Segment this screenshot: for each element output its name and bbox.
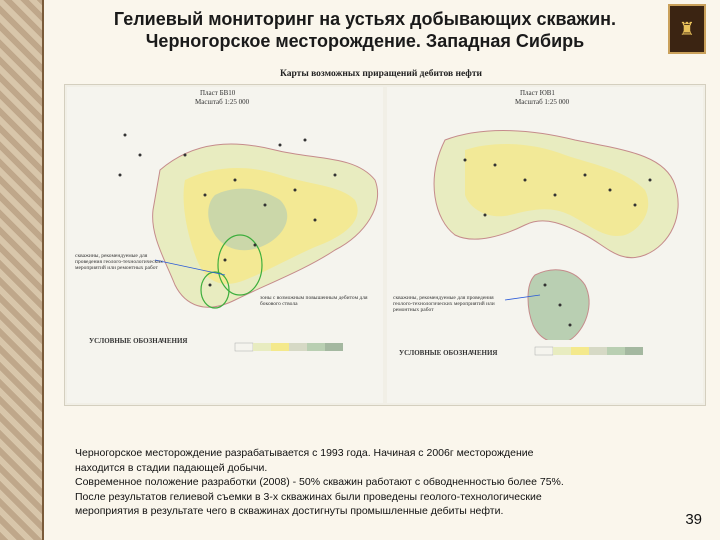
right-map-title: Пласт ЮВ1 [520, 89, 555, 97]
description-line-4: После результатов гелиевой съемки в 3-х скважинах были проведены геолого-технологические [75, 490, 542, 503]
left-map-scale: Масштаб 1:25 000 [195, 98, 250, 106]
description-line-2: находится в стадии падающей добычи. [75, 461, 268, 474]
title-line-1: Гелиевый мониторинг на устьях добывающих скважин. [113, 9, 617, 29]
maps-svg [65, 85, 705, 405]
slide-title [60, 8, 670, 52]
right-legend-title: УСЛОВНЫЕ ОБОЗНАЧЕНИЯ [399, 349, 498, 357]
description-line-3: Современное положение разработки (2008) - 50% скважин работают с обводненностью более 75%. [75, 476, 564, 488]
page-number: 39 [685, 511, 702, 528]
logo-mark: ♜ [678, 19, 696, 39]
right-legend-scale [535, 347, 643, 355]
description-line-1: Черногорское месторождение разрабатывается с 1993 года. Начиная с 2006г месторождение [75, 447, 534, 459]
description [75, 446, 695, 519]
left-legend-title: УСЛОВНЫЕ ОБОЗНАЧЕНИЯ [89, 337, 188, 345]
left-map-title: Пласт БВ10 [200, 89, 236, 97]
maps-subtitle: Карты возможных приращений дебитов нефти [279, 69, 482, 79]
maps-figure [64, 84, 706, 406]
decorative-border [0, 0, 44, 540]
title-line-2: Черногорское месторождение. Западная Сибирь [145, 31, 585, 51]
left-callout-text: скважины, рекомендуемые для проведения геолого-технологических мероприятий или ремонтных работ [75, 253, 163, 271]
right-map-scale: Масштаб 1:25 000 [515, 98, 570, 106]
left-legend-scale [235, 343, 343, 351]
logo [668, 4, 706, 54]
left-callout-2-text: зоны с возможным повышенным дебитом для бокового ствола [260, 295, 368, 307]
description-line-5: мероприятия в результате чего в скважинах достигнуты промышленные дебиты нефти. [75, 505, 504, 517]
right-callout-text: скважины, рекомендуемые для проведения геолого-технологических мероприятий или ремонтных работ [393, 295, 495, 313]
